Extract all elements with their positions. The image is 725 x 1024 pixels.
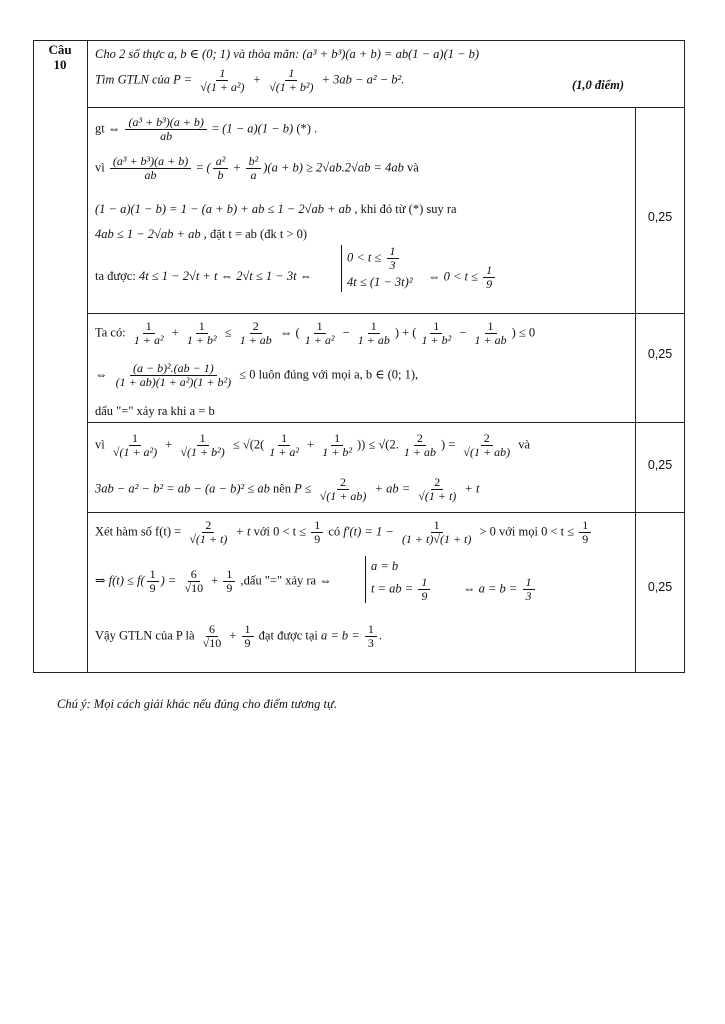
table-right-border [684,40,685,673]
fraction-term-b: $\frac{1}{\text{√(1 + b²)}}$ [269,66,314,94]
step2-line2: ⇔ $\frac{\text{(a − b)².(ab − 1)}}{\text{(1 + ab)(1 + a²)(1 + b²)}}$ ≤ 0 luôn đúng với mọi a, b ∈ (0; 1), [95,361,419,389]
task-prefix: Tìm GTLN của P = [95,72,193,87]
step1-line5: ta được: 4t ≤ 1 − 2√t + t ⇔ 2√t ≤ 1 − 3t ⇔ [95,269,313,283]
table-top-border [33,40,684,41]
task-suffix: + 3ab − a² − b². [321,72,405,87]
question-index: 10 [53,57,67,72]
step1-line2: vì $\frac{\text{(a³ + b³)(a + b)}}{ab}$ = ( $\frac{\text{a²}}{b}$ + $\frac{\text{b²}}{a}$ )(a + b) ≥ 2√ab.2√ab = 4ab và [95,154,419,182]
problem-statement: Cho 2 số thực a, b ∈ (0; 1) và thỏa mãn: (a³ + b³)(a + b) = ab(1 − a)(1 − b) [95,47,480,61]
problem-points: (1,0 điểm) [572,78,625,92]
question-column-border [87,40,88,673]
step1-line3: (1 − a)(1 − b) = 1 − (a + b) + ab ≤ 1 − 2√ab + ab , khi đó từ (*) suy ra [95,202,457,216]
step3-score: 0,25 [647,458,673,472]
problem-task: Tìm GTLN của P = $\frac{1}{\text{√(1 + a²)}}$ + $\frac{1}{\text{√(1 + b²)}}$ + 3ab − a² − b². [95,66,405,94]
step4-line2: ⇒ f(t) ≤ f( $\frac{1}{9}$ ) = $\frac{6}{√10}$ + $\frac{1}{9}$ ,dấu "=" xảy ra ⇔ [95,567,332,595]
step4-score: 0,25 [647,580,673,594]
row-divider-1 [87,313,684,314]
step2-score: 0,25 [647,347,673,361]
problem-row-border [87,107,684,108]
step4-system: a = b t = ab = $\frac{1}{9}$ [362,556,432,603]
step1-system: 0 < t ≤ $\frac{1}{3}$ 4t ≤ (1 − 3t)² [338,245,413,292]
step4-conclusion: Vậy GTLN của P là $\frac{6}{√10}$ + $\frac{1}{9}$ đạt được tại a = b = $\frac{1}{3}$ . [95,622,382,650]
step3-line1: vì $\frac{1}{\text{√(1 + a²)}}$ + $\frac{1}{\text{√(1 + b²)}}$ ≤ √(2( $\frac{1}{\text{1 + a²}}$ + $\frac{1}{\text{1 + b²}}$ )) ≤ √(2. $\frac{2}{1 + ab}$ ) = $\frac{2}{√(1 + ab)}$ và [95,431,531,459]
question-number [34,42,86,72]
footnote: Chú ý: Mọi cách giải khác nếu đúng cho điểm tương tự. [57,697,337,711]
table-bottom-border [33,672,684,673]
fraction-term-a: $\frac{1}{\text{√(1 + a²)}}$ [200,66,245,94]
step2-line3: dấu "=" xảy ra khi a = b [95,404,215,418]
step1-score: 0,25 [647,210,673,224]
step4-equality: ⇔ a = b = $\frac{1}{3}$ [463,576,537,603]
step2-line1: Ta có: $\frac{1}{\text{1 + a²}}$ + $\frac{1}{\text{1 + b²}}$ ≤ $\frac{2}{1 + ab}$ ⇔ ( $\frac{1}{\text{1 + a²}}$ − $\frac{1}{1 + ab}$ ) + ( $\frac{1}{\text{1 + b²}}$ − $\frac{1}{1 + ab}$ ) ≤ 0 [95,319,536,347]
step1-line4: 4ab ≤ 1 − 2√ab + ab , đặt t = ab (đk t > 0) [95,227,308,241]
row-divider-2 [87,422,684,423]
table-left-border [33,40,34,673]
step4-line1: Xét hàm số f(t) = $\frac{2}{√(1 + t)}$ + t với 0 < t ≤ $\frac{1}{9}$ có f′(t) = 1 − $\frac{1}{(1 + t)√(1 + t)}$ > 0 với mọi 0 < t ≤ $\frac{1}{9}$ [95,519,593,546]
row-divider-3 [87,512,684,513]
step3-line2: 3ab − a² − b² = ab − (a − b)² ≤ ab nên P ≤ $\frac{2}{√(1 + ab)}$ + ab = $\frac{2}{√(1 + t)}$ + t [95,475,480,503]
step1-line1: gt ⇔ $\frac{\text{(a³ + b³)(a + b)}}{ab}$ = (1 − a)(1 − b) (*) . [95,115,318,143]
question-label: Câu [48,42,72,57]
step1-result: ⇔ 0 < t ≤ $\frac{1}{9}$ [428,264,497,291]
